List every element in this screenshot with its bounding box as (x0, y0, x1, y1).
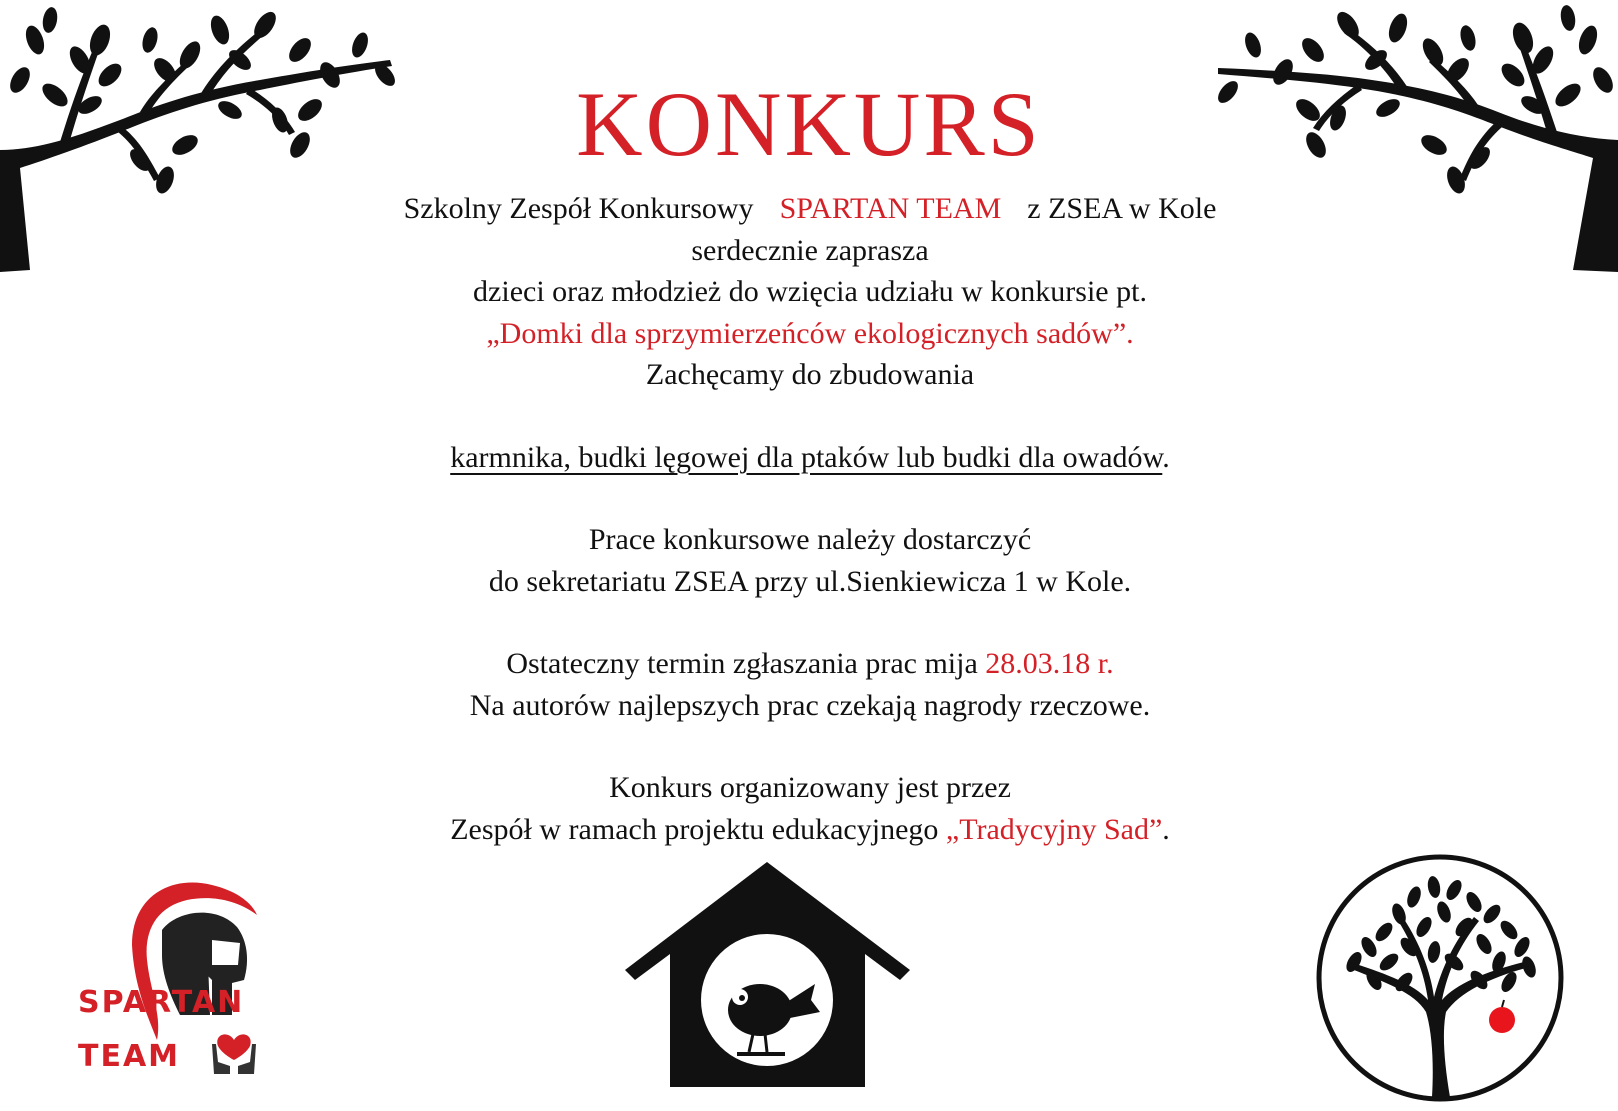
organizer-line-1: Konkurs organizowany jest przez (609, 771, 1011, 804)
encouragement-line: Zachęcamy do zbudowania (645, 358, 975, 391)
invitation-verb: serdecznie zaprasza (691, 233, 929, 267)
project-name: „Tradycyjny Sad” (945, 812, 1163, 846)
build-items: karmnika, budki lęgowej dla ptaków lub budki dla owadów (450, 440, 1163, 474)
team-intro: Szkolny Zespół Konkursowy (403, 192, 754, 225)
delivery-line-2: do sekretariatu ZSEA przy ul.Sienkiewicza 1 w Kole. (488, 564, 1132, 598)
heart-hands-icon (206, 1030, 262, 1076)
birdhouse-icon (625, 862, 910, 1087)
invitation-line (290, 188, 1330, 230)
contest-name: „Domki dla sprzymierzeńców ekologicznych sadów”. (486, 316, 1134, 350)
logo-word-team: TEAM (78, 1030, 262, 1076)
audience-line: dzieci oraz młodzież do wzięcia udziału w konkursie pt. (473, 275, 1147, 308)
deadline-date: 28.03.18 r. (985, 647, 1114, 680)
team-name: SPARTAN TEAM (779, 192, 1002, 225)
prizes-line: Na autorów najlepszych prac czekają nagrody rzeczowe. (469, 688, 1151, 722)
apple-icon (1489, 1007, 1515, 1033)
build-items-line: karmnika, budki lęgowej dla ptaków lub budki dla owadów. (450, 440, 1170, 474)
poster-body (290, 188, 1330, 850)
delivery-line-1: Prace konkursowe należy dostarczyć (588, 523, 1032, 556)
logo-word-spartan: SPARTAN (78, 985, 245, 1020)
apple-tree-icon (1314, 852, 1566, 1104)
deadline-line: Ostateczny termin zgłaszania prac mija 28.03.18 r. (506, 647, 1114, 680)
page-title: KONKURS (576, 73, 1042, 175)
organizer-line-2: Zespół w ramach projektu edukacyjnego „Tradycyjny Sad”. (450, 812, 1170, 846)
school-name: z ZSEA w Kole (1027, 192, 1217, 225)
